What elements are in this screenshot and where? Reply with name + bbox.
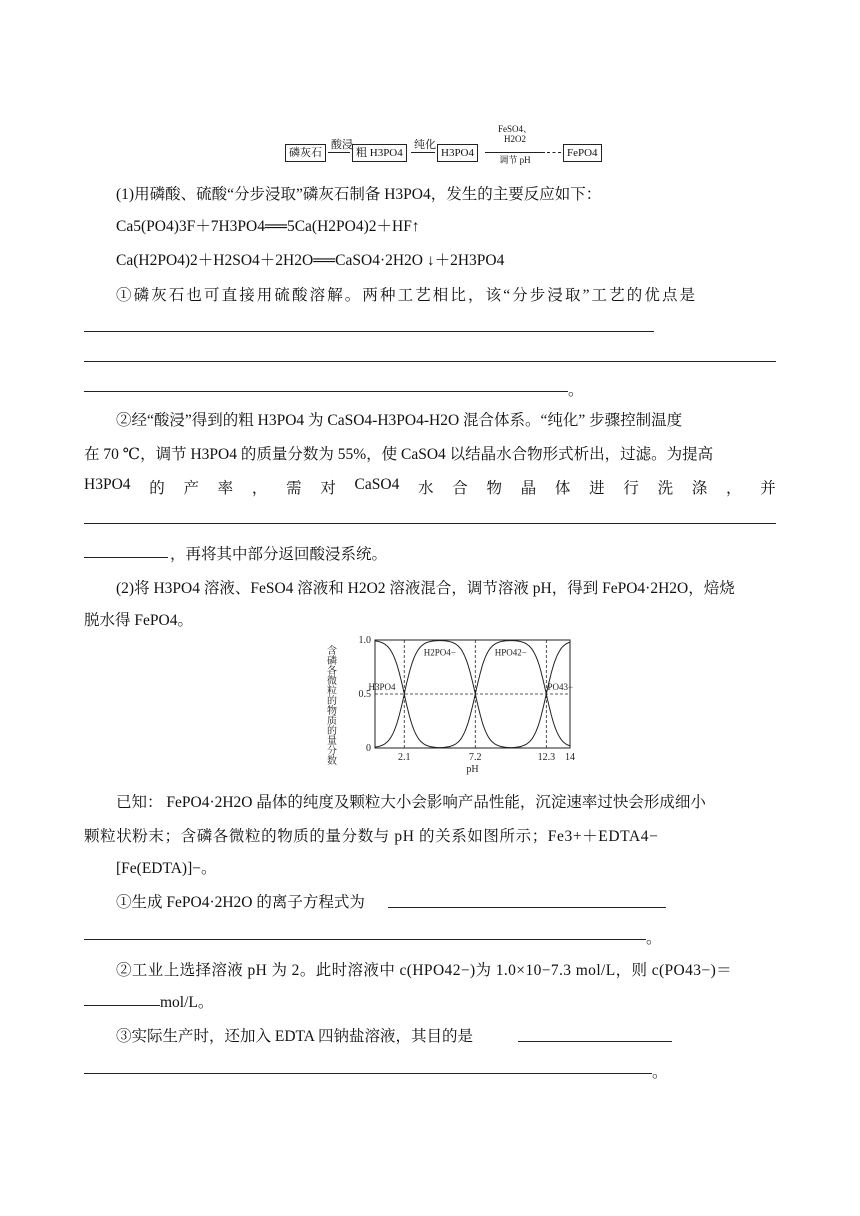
flow-arrow-label-adjust-ph: 调节 pH (499, 155, 531, 165)
chart-x-tick-label: 7.2 (469, 752, 482, 763)
q2-known-line3: [Fe(EDTA)]−。 (116, 860, 217, 877)
answer-blank-q1-1a[interactable] (84, 330, 654, 332)
chart-y-tick-label: 1.0 (358, 635, 371, 646)
answer-blank-q2-2[interactable] (84, 1004, 160, 1006)
q1-equation-1: Ca5(PO4)3F＋7H3PO4══5Ca(H2PO4)2＋HF↑ (116, 218, 420, 235)
flow-arrow-1 (328, 152, 350, 153)
chart-x-tick-label: 14 (565, 752, 575, 763)
q2-sub2-unit: mol/L。 (160, 994, 214, 1011)
answer-blank-q1-1c[interactable] (84, 390, 568, 392)
q2-sub1-question: ①生成 FePO4·2H2O 的离子方程式为 (116, 894, 365, 911)
q2-sub1-period: 。 (646, 930, 662, 947)
q2-known-line2: 颗粒状粉末；含磷各微粒的物质的量分数与 pH 的关系如图所示；Fe3+＋EDTA4− (84, 828, 659, 845)
q2-sub3-period: 。 (652, 1064, 668, 1081)
q1-sub2-line1: ②经“酸浸”得到的粗 H3PO4 为 CaSO4-H3PO4-H2O 混合体系。“纯化” 步骤控制温度 (116, 412, 683, 429)
q1-sub1-period: 。 (568, 382, 584, 399)
chart-y-tick-label: 0.5 (358, 689, 371, 700)
q2-intro-line2: 脱水得 FePO4。 (84, 612, 193, 629)
chart-x-axis-label: pH (466, 764, 479, 775)
q2-sub3-question: ③实际生产时，还加入 EDTA 四钠盐溶液，其目的是 (116, 1028, 473, 1045)
q2-known-line1: 已知： FePO4·2H2O 晶体的纯度及颗粒大小会影响产品性能，沉淀速率过快会形成细小 (116, 794, 706, 811)
q2-intro-line1: (2)将 H3PO4 溶液、FeSO4 溶液和 H2O2 溶液混合，调节溶液 pH，得到 FePO4·2H2O，焙烧 (116, 580, 735, 597)
flow-arrow-2 (411, 152, 435, 153)
q1-sub2-line3: H3PO4 的 产 率 ， 需 对 CaSO4 水 合 物 晶 体 进 行 洗 涤 ， 并 (84, 476, 776, 497)
answer-blank-q1-2b[interactable] (84, 556, 168, 558)
q1-intro: (1)用磷酸、硫酸“分步浸取”磷灰石制备 H3PO4，发生的主要反应如下： (116, 186, 602, 203)
answer-blank-q2-1b[interactable] (84, 938, 646, 940)
chart-series-label: H3PO4 (368, 682, 396, 692)
flow-arrow-label-purify: 纯化 (414, 139, 436, 151)
chart-series-label: HPO42− (494, 647, 527, 658)
chart-y-tick-label: 0 (366, 743, 371, 754)
q1-sub2-end: ，再将其中部分返回酸浸系统。 (170, 546, 388, 563)
chart-series-label: PO43− (547, 682, 574, 692)
answer-blank-q2-1a[interactable] (388, 906, 666, 908)
chart-y-axis-label: 含磷各微粒的物质的量分数 (324, 645, 336, 765)
chart-series-label: H2PO4− (423, 647, 456, 658)
flow-arrow-label-acid-leach: 酸浸 (331, 139, 353, 151)
flow-arrow-dashed (547, 152, 561, 153)
q1-sub2-line2: 在 70 ℃，调节 H3PO4 的质量分数为 55%，使 CaSO4 以结晶水合物形式析出，过滤。为提高 (84, 446, 714, 463)
answer-blank-q1-1b[interactable] (84, 360, 776, 362)
answer-blank-q1-2a[interactable] (84, 522, 776, 524)
flow-step-crude-acid: 粗 H3PO4 (352, 144, 407, 162)
q2-sub2-question: ②工业上选择溶液 pH 为 2。此时溶液中 c(HPO42−)为 1.0×10−7.3 mol/L，则 c(PO43−)＝ (116, 962, 733, 979)
q1-equation-2: Ca(H2PO4)2＋H2SO4＋2H2O══CaSO4·2H2O ↓＋2H3PO4 (116, 252, 505, 269)
flow-step-product: FePO4 (563, 144, 602, 162)
q1-sub1-question: ①磷灰石也可直接用硫酸溶解。两种工艺相比，该“分步浸取”工艺的优点是 (116, 287, 698, 304)
flow-arrow-3 (485, 152, 545, 153)
flow-step-acid: H3PO4 (437, 144, 478, 162)
chart-x-tick-label: 2.1 (398, 752, 411, 763)
flow-step-phosphorite: 磷灰石 (285, 144, 326, 162)
flow-arrow-label-reagents: FeSO4、 H2O2 (497, 124, 532, 144)
chart-x-tick-label: 12.3 (537, 752, 556, 763)
answer-blank-q2-3b[interactable] (84, 1072, 652, 1074)
answer-blank-q2-3a[interactable] (518, 1040, 672, 1042)
species-distribution-chart (320, 630, 610, 780)
